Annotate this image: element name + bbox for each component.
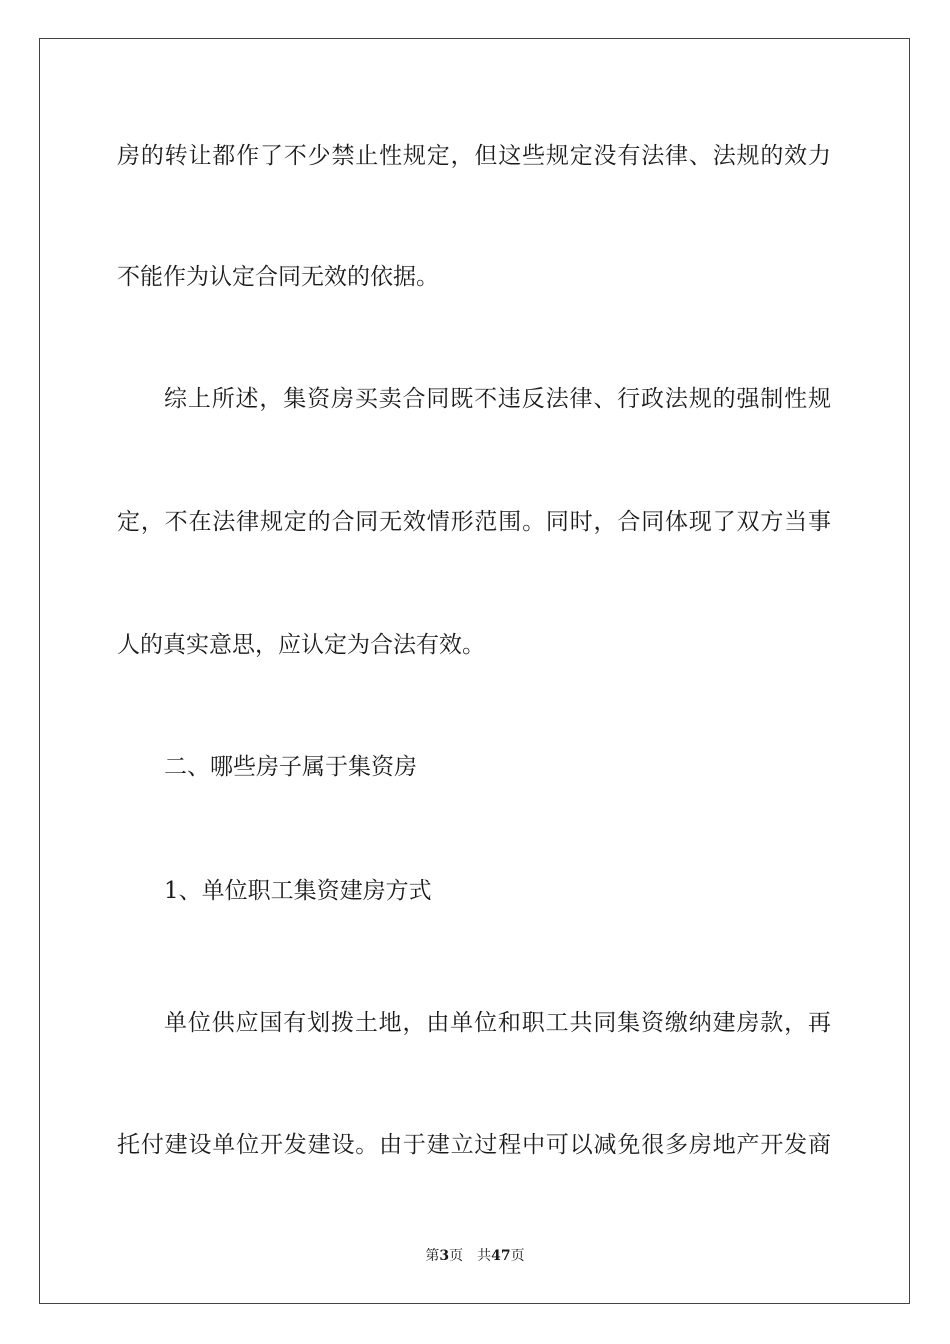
- footer-total-suffix: 页: [510, 1248, 525, 1264]
- body-line-4: 定，不在法律规定的合同无效情形范围。同时，合同体现了双方当事: [117, 509, 831, 535]
- footer-total-pages: 47: [491, 1248, 511, 1264]
- body-line-3: 综上所述，集资房买卖合同既不违反法律、行政法规的强制性规: [164, 386, 831, 412]
- body-line-6: 单位供应国有划拨土地，由单位和职工共同集资缴纳建房款，再: [164, 1010, 831, 1036]
- section-heading: 二、哪些房子属于集资房: [164, 754, 417, 780]
- body-line-7: 托付建设单位开发建设。由于建立过程中可以减免很多房地产开发商: [117, 1132, 831, 1158]
- body-line-5: 人的真实意思，应认定为合法有效。: [117, 632, 485, 658]
- footer-total-prefix: 共: [477, 1248, 492, 1264]
- footer-page-suffix: 页: [449, 1248, 464, 1264]
- page-footer: [0, 1245, 950, 1265]
- footer-page-prefix: 第: [425, 1248, 440, 1264]
- body-line-2: 不能作为认定合同无效的依据。: [117, 264, 439, 290]
- subsection-heading: 1、单位职工集资建房方式: [164, 878, 432, 904]
- footer-page-number: 3: [439, 1248, 450, 1264]
- body-line-1: 房的转让都作了不少禁止性规定，但这些规定没有法律、法规的效力: [117, 143, 831, 169]
- page-border: [39, 38, 910, 1304]
